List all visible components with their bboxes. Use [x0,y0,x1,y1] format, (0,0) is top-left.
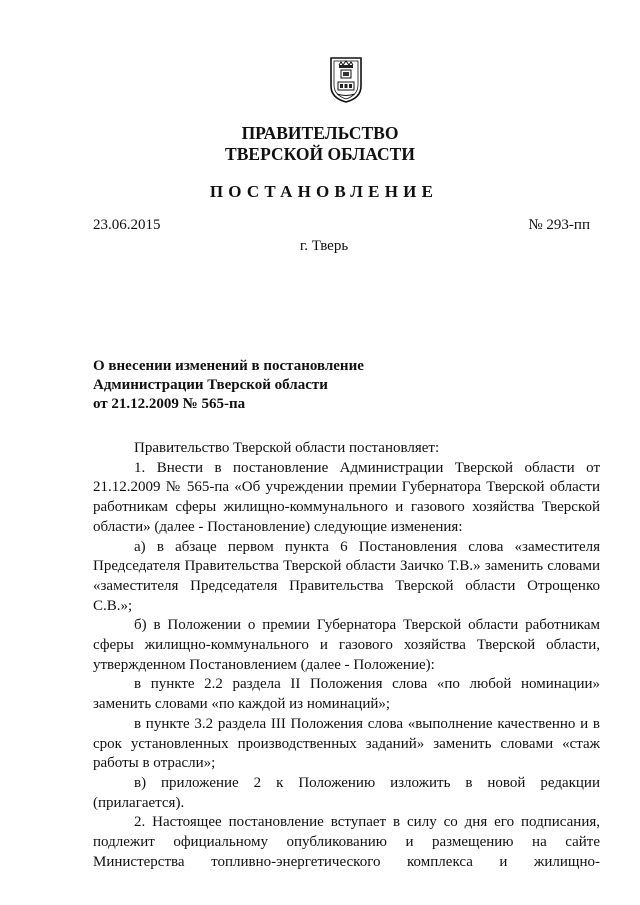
document-date: 23.06.2015 [93,217,161,233]
document-subject [93,357,364,414]
document-body [93,439,600,872]
body-paragraph: в) приложение 2 к Положению изложить в новой редакции (прилагается). [93,774,600,811]
coat-of-arms-icon [328,56,364,104]
document-type: ПОСТАНОВЛЕНИЕ [209,182,439,201]
body-paragraph: а) в абзаце первом пункта 6 Постановления слова «заместителя Председателя Правительства Тверской области Заичко Т.В.» заменить словами «заместителя Председателя Правительства Тверской области Отрощенко С.В.»; [93,538,600,614]
organization-name: ПРАВИТЕЛЬСТВО [241,123,399,143]
body-paragraph: в пункте 3.2 раздела III Положения слова «выполнение качественно и в срок установленных производственных заданий» заменить словами «стаж работы в отрасли»; [93,715,600,772]
document-number: № 293-пп [528,217,590,233]
subject-line: Администрации Тверской области [93,377,328,393]
body-paragraph: б) в Положении о премии Губернатора Тверской области работникам сферы жилищно-коммунального и газового хозяйства Тверской области, утвержденном Постановлением (далее - Положение): [93,617,600,673]
body-paragraph: 2. Настоящее постановление вступает в силу со дня его подписания, подлежит официальному опубликованию и размещению на сайте Министерства топливно-энергетического комплекса и жилищно- [93,814,600,870]
subject-line: от 21.12.2009 № 565-па [93,396,246,412]
body-paragraph: в пункте 2.2 раздела II Положения слова «по любой номинации» заменить словами «по каждой из номинаций»; [93,676,600,713]
document-city: г. Тверь [299,238,349,254]
body-intro: Правительство Тверской области постановляет: [134,440,440,456]
subject-line: О внесении изменений в постановление [93,358,364,374]
body-paragraph: 1. Внести в постановление Администрации Тверской области от 21.12.2009 № 565-па «Об учреждении премии Губернатора Тверской области работникам сферы жилищно-коммунального и газового хозяйства Тверской области» (далее - Постановление) следующие изменения: [93,459,600,535]
organization-region: ТВЕРСКОЙ ОБЛАСТИ [225,144,415,164]
